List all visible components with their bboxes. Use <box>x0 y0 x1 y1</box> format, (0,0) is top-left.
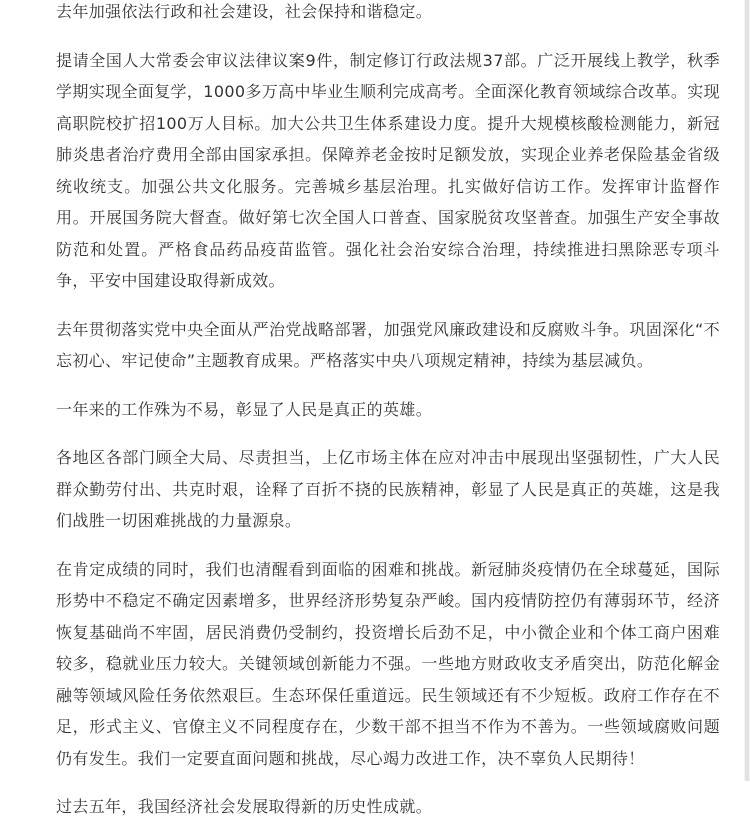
paragraph-five-year-achievements: 过去五年，我国经济社会发展取得新的历史性成就。 <box>56 797 433 816</box>
paragraph-all-regions-effort: 各地区各部门顾全大局、尽责担当，上亿市场主体在应对冲击中展现出坚强韧性，广大人民群众勤劳付出、共克时艰，诠释了百折不挠的民族精神，彰显了人民是真正的英雄，这是我们战胜一切困难挑战的力量源泉。 <box>56 448 720 530</box>
scrollbar-thumb[interactable] <box>745 0 749 781</box>
paragraph-party-discipline: 去年贯彻落实党中央全面从严治党战略部署，加强党风廉政建设和反腐败斗争。巩固深化“不忘初心、牢记使命”主题教育成果。严格落实中央八项规定精神，持续为基层减负。 <box>56 319 720 370</box>
paragraph-difficulties-and-challenges: 在肯定成绩的同时，我们也清醒看到面临的困难和挑战。新冠肺炎疫情仍在全球蔓延，国际形势中不稳定不确定因素增多，世界经济形势复杂严峻。国内疫情防控仍有薄弱环节，经济恢复基础尚不牢固，居民消费仍受制约，投资增长后劲不足，中小微企业和个体工商户困难较多，稳就业压力较大。关键领域创新能力不强。一些地方财政收支矛盾突出，防范化解金融等领域风险任务依然艰巨。生态环保任重道远。民生领域还有不少短板。政府工作存在不足，形式主义、官僚主义不同程度存在，少数干部不担当不作为不善为。一些领域腐败问题仍有发生。我们一定要直面问题和挑战，尽心竭力改进工作，决不辜负人民期待！ <box>56 559 720 768</box>
paragraph-rule-of-law: 去年加强依法行政和社会建设，社会保持和谐稳定。 <box>56 2 433 21</box>
article-body <box>56 0 720 840</box>
paragraph-people-are-heroes: 一年来的工作殊为不易，彰显了人民是真正的英雄。 <box>56 399 433 419</box>
paragraph-legislation-and-services: 提请全国人大常委会审议法律议案9件，制定修订行政法规37部。广泛开展线上教学，秋季学期实现全面复学，1000多万高中毕业生顺利完成高考。全面深化教育领域综合改革。实现高职院校扩招100万人目标。加大公共卫生体系建设力度。提升大规模核酸检测能力，新冠肺炎患者治疗费用全部由国家承担。保障养老金按时足额发放，实现企业养老保险基金省级统收统支。加强公共文化服务。完善城乡基层治理。扎实做好信访工作。发挥审计监督作用。开展国务院大督查。做好第七次全国人口普查、国家脱贫攻坚普查。加强生产安全事故防范和处置。严格食品药品疫苗监管。强化社会治安综合治理，持续推进扫黑除恶专项斗争，平安中国建设取得新成效。 <box>56 50 720 290</box>
vertical-scrollbar[interactable] <box>744 0 750 781</box>
